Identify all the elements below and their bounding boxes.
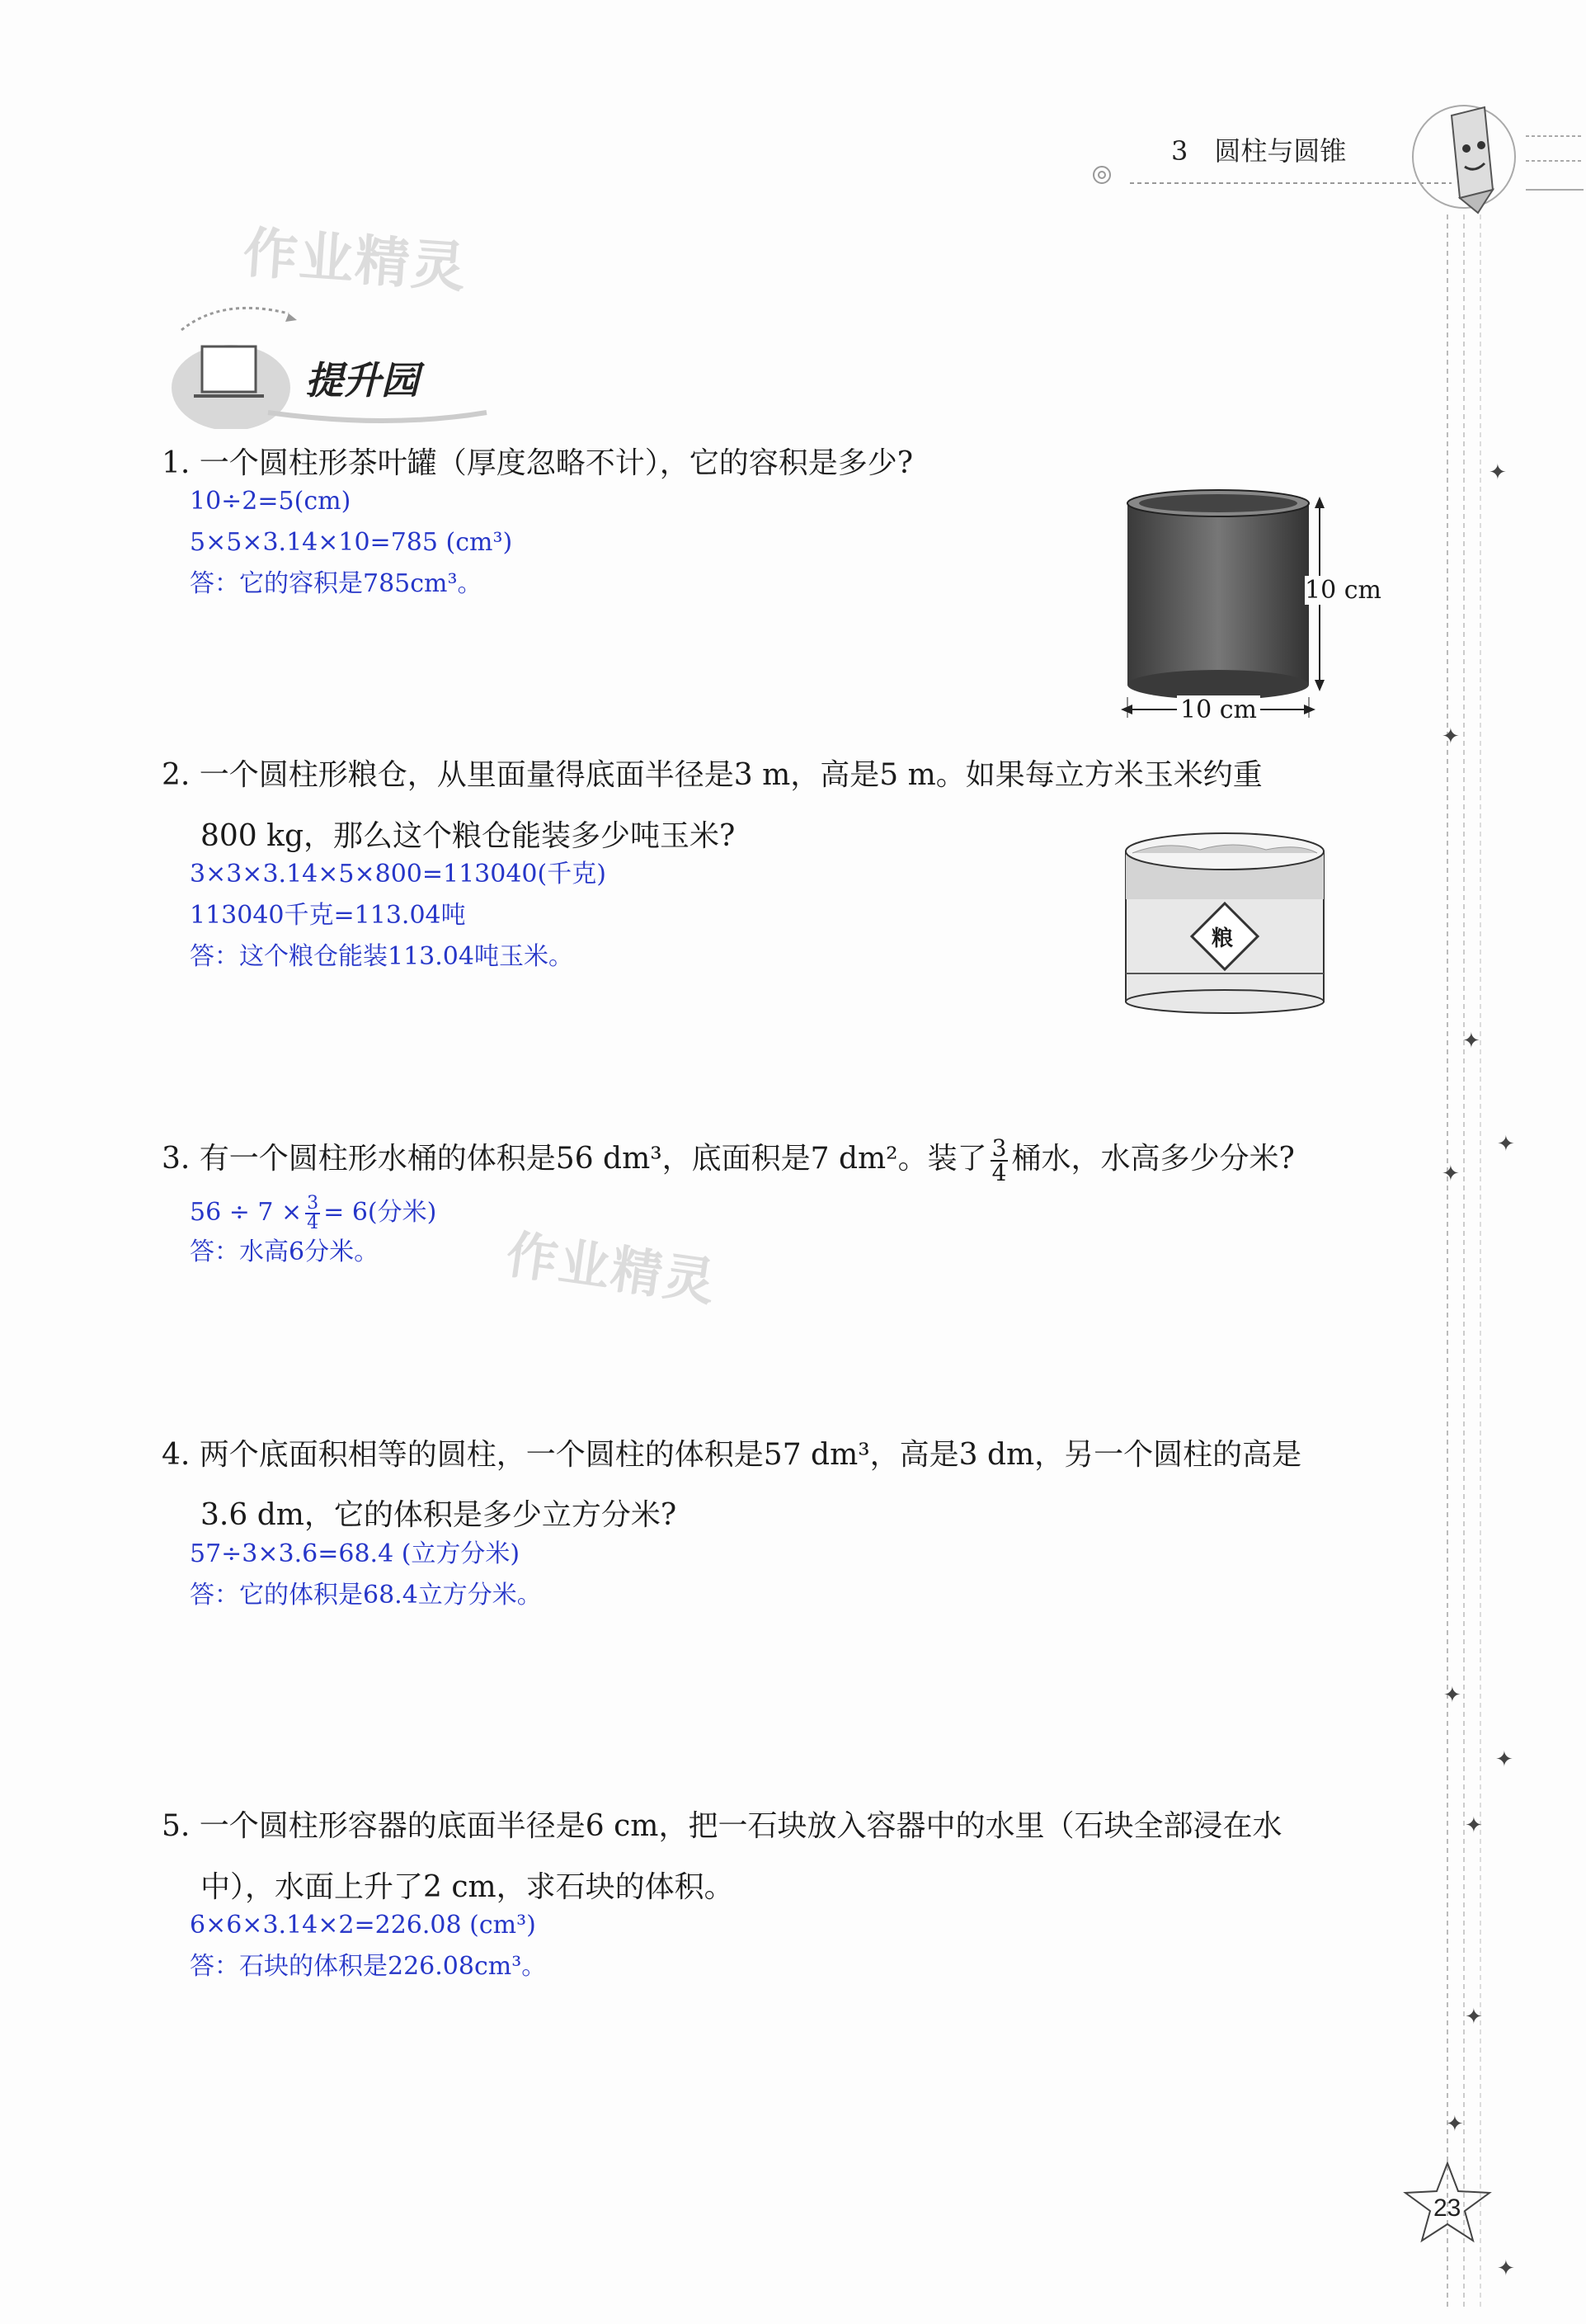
question-2-answer-line: 113040千克=113.04吨 xyxy=(190,901,466,930)
star-icon: ✦ xyxy=(1497,1132,1515,1157)
star-icon: ✦ xyxy=(1442,724,1460,749)
star-icon: ✦ xyxy=(1442,1162,1460,1186)
chapter-title: 3 圆柱与圆锥 xyxy=(1171,135,1347,167)
star-icon: ✦ xyxy=(1465,2005,1483,2029)
question-3-answer-line: 答：水高6分米。 xyxy=(190,1237,379,1266)
question-1-answer-line: 10÷2=5(cm) xyxy=(190,487,351,516)
question-4-answer-line: 答：它的体积是68.4立方分米。 xyxy=(190,1581,542,1610)
question-5-answer-line: 6×6×3.14×2=226.08 (cm³) xyxy=(190,1911,536,1940)
granary-figure xyxy=(1118,825,1332,1015)
header-right-lines xyxy=(1526,132,1584,198)
question-3-text-part-a: 3. 有一个圆柱形水桶的体积是56 dm³，底面积是7 dm²。装了 xyxy=(162,1142,987,1176)
question-3-text-part-b: 桶水，水高多少分米? xyxy=(1011,1142,1295,1176)
fraction xyxy=(991,1134,1009,1186)
star-icon: ✦ xyxy=(1446,2112,1464,2137)
question-2-text-line2: 800 kg，那么这个粮仓能装多少吨玉米? xyxy=(200,819,736,853)
star-icon: ✦ xyxy=(1465,1813,1483,1838)
star-icon: ✦ xyxy=(1497,2256,1515,2281)
can-width-label: 10 cm xyxy=(1177,695,1260,724)
question-5-answer-line: 答：石块的体积是226.08cm³。 xyxy=(190,1952,547,1981)
question-5-text: 5. 一个圆柱形容器的底面半径是6 cm，把一石块放入容器中的水里（石块全部浸在水 xyxy=(162,1809,1282,1843)
watermark: 作业精灵 xyxy=(241,220,469,300)
answer-3-part-a: 56 ÷ 7 × xyxy=(190,1198,303,1227)
question-5-text-line2: 中），水面上升了2 cm，求石块的体积。 xyxy=(200,1870,734,1904)
question-3-text xyxy=(162,1134,1295,1186)
question-2-answer-line: 3×3×3.14×5×800=113040(千克) xyxy=(190,860,606,889)
question-4-text-line2: 3.6 dm，它的体积是多少立方分米? xyxy=(200,1498,677,1532)
question-3-answer-line xyxy=(190,1195,436,1233)
question-1-text: 1. 一个圆柱形茶叶罐（厚度忽略不计），它的容积是多少? xyxy=(162,446,914,480)
question-4-text: 4. 两个底面积相等的圆柱，一个圆柱的体积是57 dm³，高是3 dm，另一个圆柱的高是 xyxy=(162,1438,1302,1472)
question-2-text: 2. 一个圆柱形粮仓，从里面量得底面半径是3 m，高是5 m。如果每立方米玉米约重 xyxy=(162,758,1263,792)
page-number: 23 xyxy=(1433,2194,1461,2222)
answer-fraction-denominator: 4 xyxy=(307,1213,319,1233)
star-icon: ✦ xyxy=(1462,1029,1480,1054)
question-1-answer-line: 答：它的容积是785cm³。 xyxy=(190,569,482,598)
question-1-answer-line: 5×5×3.14×10=785 (cm³) xyxy=(190,528,513,557)
can-height-label: 10 cm xyxy=(1305,576,1381,605)
star-icon: ✦ xyxy=(1495,1747,1513,1772)
answer-3-part-b: = 6(分米) xyxy=(323,1198,437,1227)
mascot-pencil-icon xyxy=(1402,91,1526,214)
header-decoration xyxy=(1064,165,1452,190)
star-icon: ✦ xyxy=(1443,1683,1461,1708)
margin-dashed-lines xyxy=(1439,214,1497,2310)
header-swirl-line xyxy=(1064,165,1452,190)
fraction-numerator: 3 xyxy=(991,1134,1007,1162)
answer-fraction-numerator: 3 xyxy=(307,1193,319,1214)
granary-label: 粮 xyxy=(1212,926,1234,951)
section-title: 提升园 xyxy=(305,358,419,403)
answer-fraction xyxy=(305,1195,320,1233)
fraction-denominator: 4 xyxy=(991,1159,1007,1186)
question-4-answer-line: 57÷3×3.6=68.4 (立方分米) xyxy=(190,1539,520,1568)
star-icon: ✦ xyxy=(1489,460,1507,485)
watermark: 作业精灵 xyxy=(502,1223,721,1313)
question-2-answer-line: 答：这个粮仓能装113.04吨玉米。 xyxy=(190,942,573,971)
